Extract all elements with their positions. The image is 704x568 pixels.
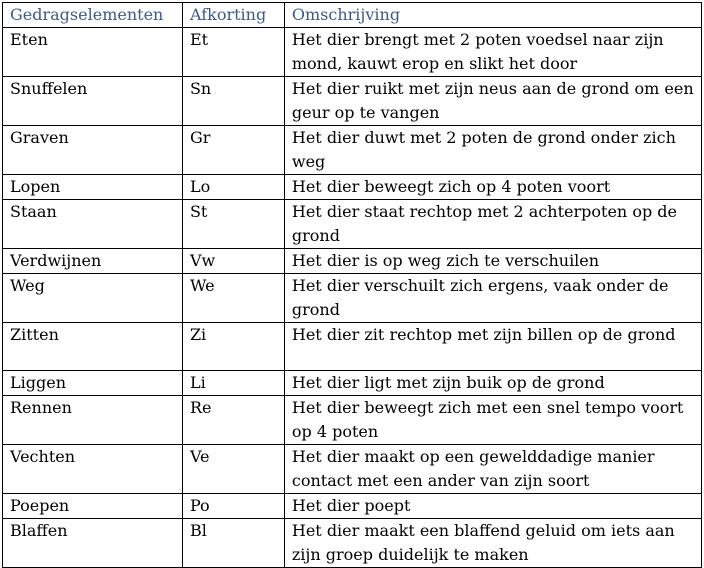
code-cell: Vw [182, 249, 284, 274]
table-row [3, 445, 702, 494]
code-cell: Ve [182, 445, 284, 494]
code-cell: St [182, 200, 284, 249]
element-cell: Poepen [3, 494, 183, 519]
behavior-table [2, 2, 702, 568]
code-cell: Zi [182, 323, 284, 371]
description-cell: Het dier beweegt zich op 4 poten voort [284, 175, 701, 200]
description-cell: Het dier poept [284, 494, 701, 519]
element-cell: Liggen [3, 371, 183, 396]
table-row [3, 323, 702, 371]
element-cell: Vechten [3, 445, 183, 494]
description-cell: Het dier ligt met zijn buik op de grond [284, 371, 701, 396]
table-row [3, 28, 702, 77]
description-cell: Het dier verschuilt zich ergens, vaak onder de grond [284, 274, 701, 323]
table-row [3, 126, 702, 175]
table-row [3, 200, 702, 249]
table-row [3, 77, 702, 126]
description-cell: Het dier beweegt zich met een snel tempo voort op 4 poten [284, 396, 701, 445]
element-cell: Snuffelen [3, 77, 183, 126]
code-cell: Et [182, 28, 284, 77]
element-cell: Lopen [3, 175, 183, 200]
table-row [3, 175, 702, 200]
element-cell: Zitten [3, 323, 183, 371]
table-row [3, 494, 702, 519]
description-cell: Het dier duwt met 2 poten de grond onder zich weg [284, 126, 701, 175]
table-header-row [3, 3, 702, 28]
header-afkorting: Afkorting [182, 3, 284, 28]
element-cell: Weg [3, 274, 183, 323]
description-cell: Het dier brengt met 2 poten voedsel naar zijn mond, kauwt erop en slikt het door [284, 28, 701, 77]
code-cell: Li [182, 371, 284, 396]
code-cell: Sn [182, 77, 284, 126]
description-cell: Het dier maakt een blaffend geluid om iets aan zijn groep duidelijk te maken [284, 519, 701, 568]
description-cell: Het dier staat rechtop met 2 achterpoten op de grond [284, 200, 701, 249]
code-cell: Lo [182, 175, 284, 200]
table-row [3, 249, 702, 274]
header-omschrijving: Omschrijving [284, 3, 701, 28]
element-cell: Rennen [3, 396, 183, 445]
element-cell: Eten [3, 28, 183, 77]
table-row [3, 396, 702, 445]
element-cell: Verdwijnen [3, 249, 183, 274]
element-cell: Staan [3, 200, 183, 249]
table-row [3, 371, 702, 396]
element-cell: Graven [3, 126, 183, 175]
description-cell: Het dier maakt op een gewelddadige manier contact met een ander van zijn soort [284, 445, 701, 494]
code-cell: We [182, 274, 284, 323]
code-cell: Re [182, 396, 284, 445]
header-gedragselementen: Gedragselementen [3, 3, 183, 28]
description-cell: Het dier zit rechtop met zijn billen op de grond [284, 323, 701, 371]
element-cell: Blaffen [3, 519, 183, 568]
table-row [3, 519, 702, 568]
description-cell: Het dier ruikt met zijn neus aan de grond om een geur op te vangen [284, 77, 701, 126]
code-cell: Gr [182, 126, 284, 175]
table-row [3, 274, 702, 323]
code-cell: Po [182, 494, 284, 519]
description-cell: Het dier is op weg zich te verschuilen [284, 249, 701, 274]
code-cell: Bl [182, 519, 284, 568]
